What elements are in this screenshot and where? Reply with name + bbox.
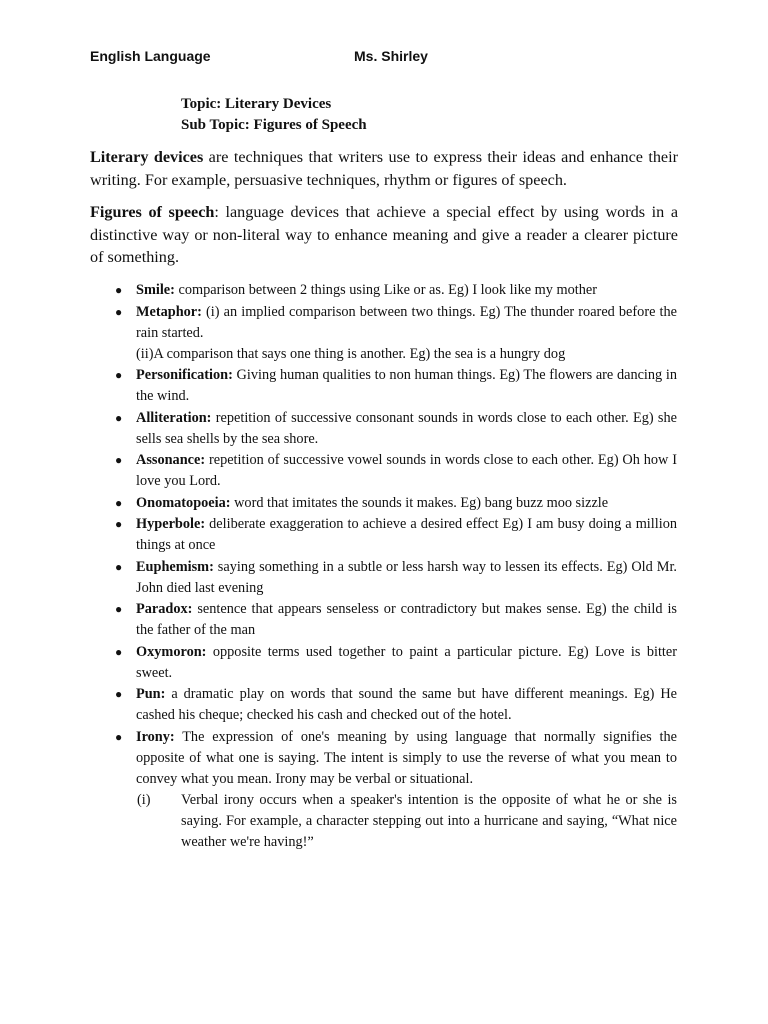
list-item xyxy=(115,557,677,599)
subitem-number: (i) xyxy=(137,792,151,808)
bullet-icon: ● xyxy=(115,410,123,425)
list-item xyxy=(115,599,677,641)
literary-devices-definition xyxy=(90,146,678,191)
bullet-icon: ● xyxy=(115,517,123,531)
device-description: saying something in a subtle or less harsh way to lessen its effects. Eg) Old Mr. John died last evening xyxy=(136,558,677,596)
document-header xyxy=(90,48,690,70)
device-description: comparison between 2 things using Like or as. Eg) I look like my mother xyxy=(174,282,597,298)
device-term: Paradox: xyxy=(136,601,193,617)
topic-block xyxy=(181,94,367,136)
device-term: Irony: xyxy=(136,728,175,745)
list-item xyxy=(115,450,677,492)
bullet-icon: ● xyxy=(115,495,123,510)
bullet-icon: ● xyxy=(115,453,123,467)
device-description: opposite terms used together to paint a particular picture. Eg) Love is bitter sweet. xyxy=(136,643,677,681)
device-description: word that imitates the sounds it makes. Eg) bang buzz moo sizzle xyxy=(230,494,609,511)
device-term: Metaphor: xyxy=(136,303,202,320)
list-item xyxy=(115,642,677,684)
figures-of-speech-term: Figures of speech xyxy=(90,203,215,221)
device-description: The expression of one's meaning by using language that normally signifies the opposite of what one is saying. The intent is simply to use the reverse of what you mean to convey what you mean. Irony may be verbal or situational. xyxy=(136,728,677,787)
bullet-icon: ● xyxy=(115,283,123,297)
device-term: Euphemism: xyxy=(136,558,214,575)
teacher-name: Ms. Shirley xyxy=(354,48,428,64)
subject-label: English Language xyxy=(90,48,211,64)
device-term: Personification: xyxy=(136,367,233,383)
list-item xyxy=(115,302,677,365)
device-description: (i) an implied comparison between two things. Eg) The thunder roared before the rain started. xyxy=(136,303,677,341)
device-term: Onomatopoeia: xyxy=(136,494,231,511)
bullet-icon: ● xyxy=(115,368,123,382)
figures-of-speech-definition xyxy=(90,201,678,269)
device-description: repetition of successive vowel sounds in words close to each other. Eg) Oh how I love you Lord. xyxy=(136,452,677,489)
bullet-icon: ● xyxy=(115,602,123,616)
list-item xyxy=(115,365,677,407)
list-item xyxy=(115,408,677,450)
list-item xyxy=(115,493,677,514)
irony-subitem xyxy=(137,790,677,853)
device-term: Smile: xyxy=(136,282,175,298)
bullet-icon: ● xyxy=(115,687,123,701)
device-extra-description: (ii)A comparison that says one thing is another. Eg) the sea is a hungry dog xyxy=(136,345,566,362)
device-description: sentence that appears senseless or contradictory but makes sense. Eg) the child is the father of the man xyxy=(136,601,677,638)
device-term: Hyperbole: xyxy=(136,516,206,532)
device-description: repetition of successive consonant sounds in words close to each other. Eg) she sells sea shells by the sea shore. xyxy=(136,409,677,447)
literary-devices-text: are techniques that writers use to express their ideas and enhance their writing. For example, persuasive techniques, rhythm or figures of speech. xyxy=(90,148,679,189)
bullet-icon: ● xyxy=(115,729,123,744)
literary-devices-term: Literary devices xyxy=(90,148,204,166)
bullet-icon: ● xyxy=(115,304,123,319)
figures-of-speech-text: : language devices that achieve a special effect by using words in a distinctive way or non-literal way to enhance meaning and give a reader a clearer picture of something. xyxy=(90,203,679,266)
device-description: deliberate exaggeration to achieve a desired effect Eg) I am busy doing a million things at once xyxy=(136,516,677,553)
list-item xyxy=(115,727,677,790)
device-term: Oxymoron: xyxy=(136,643,207,660)
device-description: a dramatic play on words that sound the same but have different meanings. Eg) He cashed his cheque; checked his cash and checked out of the hotel. xyxy=(136,686,677,723)
device-term: Alliteration: xyxy=(136,409,212,426)
device-term: Assonance: xyxy=(136,452,206,468)
list-item xyxy=(115,684,677,726)
device-term: Pun: xyxy=(136,686,166,702)
topic-title: Topic: Literary Devices xyxy=(181,96,332,112)
subtopic-title: Sub Topic: Figures of Speech xyxy=(181,117,367,133)
subitem-text: Verbal irony occurs when a speaker's intention is the opposite of what he or she is saying. For example, a character stepping out into a hurricane and saying, “What nice weather we're having!” xyxy=(181,792,677,850)
list-item xyxy=(115,280,677,301)
devices-list xyxy=(0,280,768,853)
bullet-icon: ● xyxy=(115,559,123,574)
list-item xyxy=(115,514,677,556)
bullet-icon: ● xyxy=(115,644,123,659)
device-description: Giving human qualities to non human things. Eg) The flowers are dancing in the wind. xyxy=(136,367,677,404)
